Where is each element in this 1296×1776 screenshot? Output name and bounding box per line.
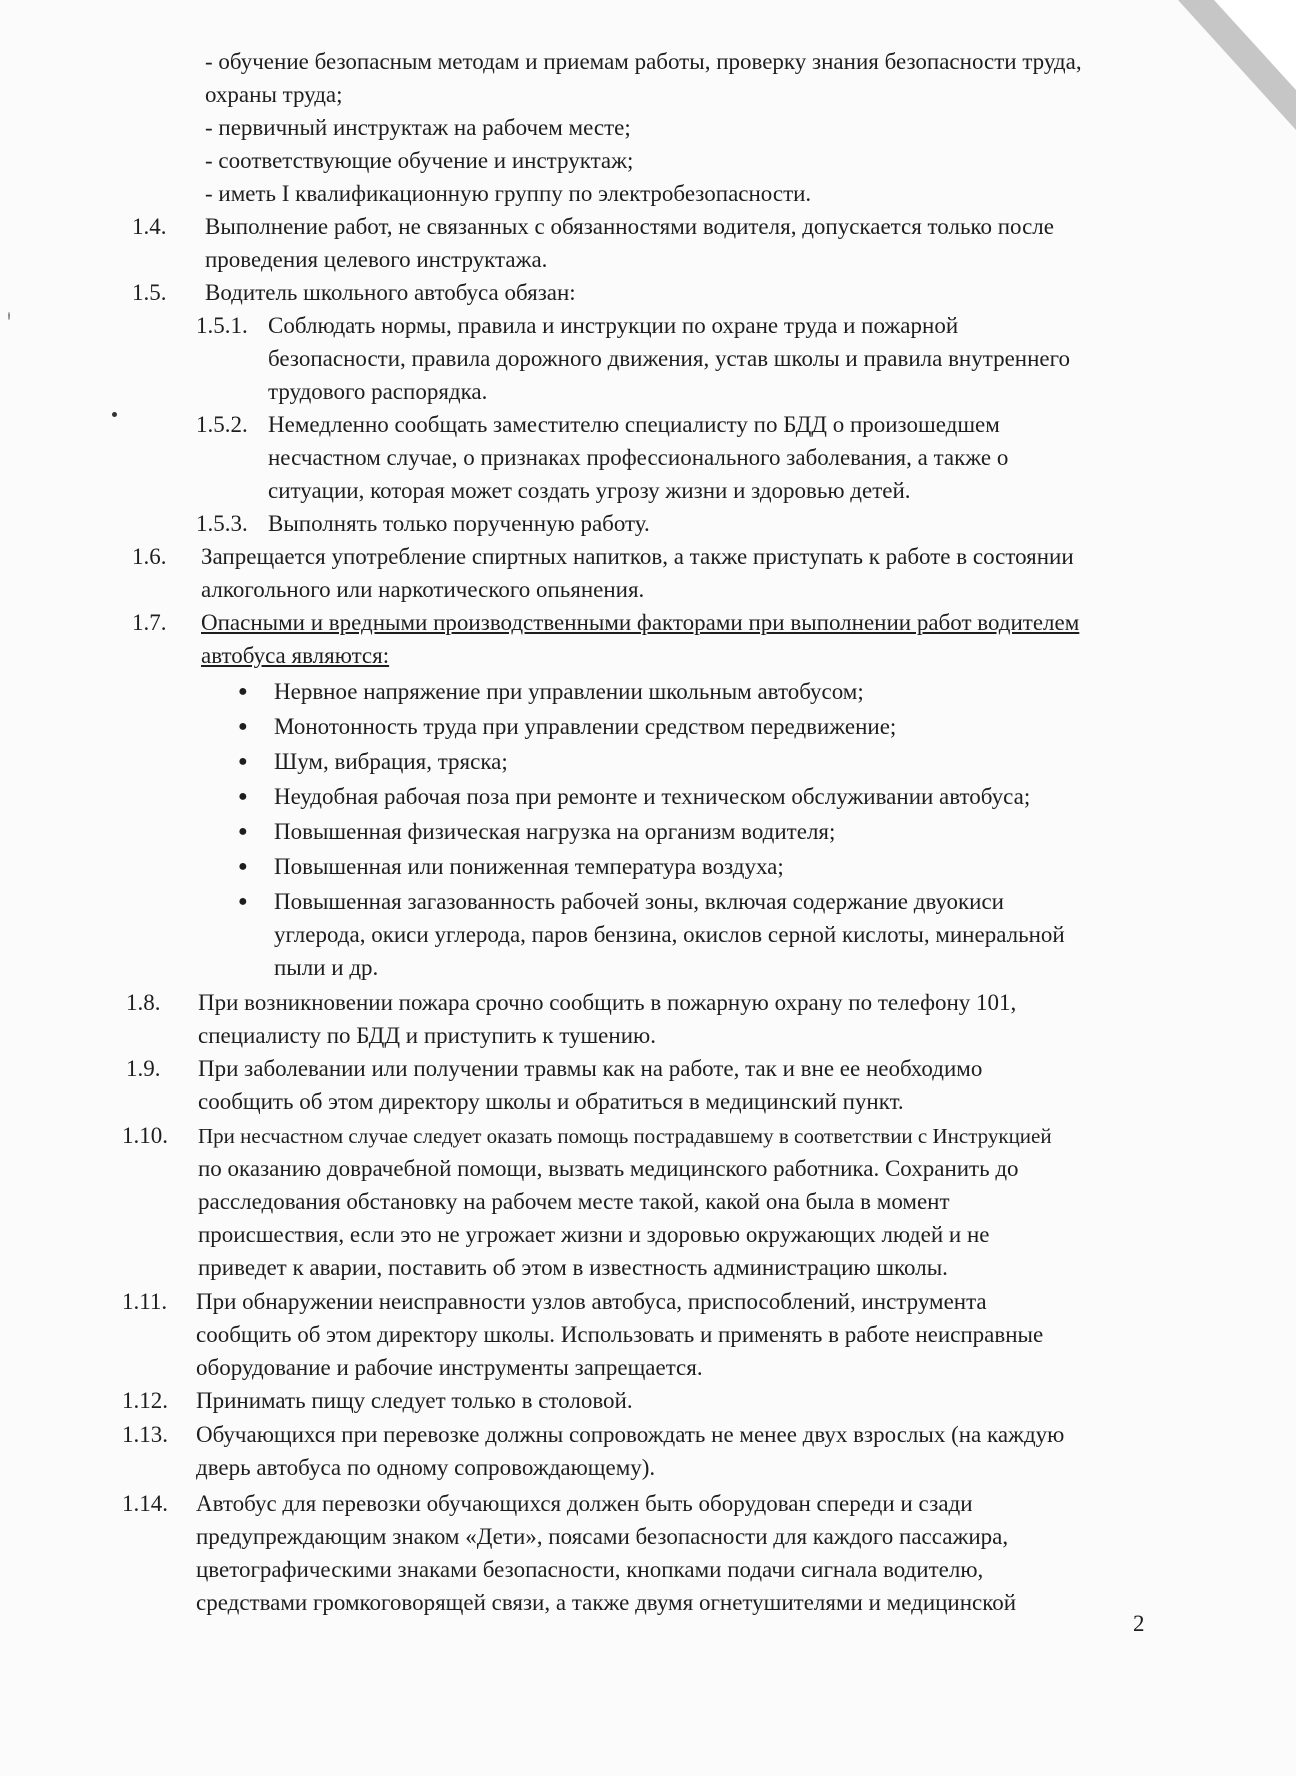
clause-number: 1.5.3. [196,511,248,536]
clause-number: 1.5.2. [196,412,248,437]
bullet-text: углерода, окиси углерода, паров бензина, окислов серной кислоты, минеральной [274,922,1065,947]
text-line: сообщить об этом директору школы. Использовать и применять в работе неисправные [196,1322,1044,1347]
bullet-icon: ● [238,788,248,805]
text-line: алкогольного или наркотического опьянения. [201,577,645,602]
bullet-text: Нервное напряжение при управлении школьным автобусом; [274,679,864,704]
text-line: При несчастном случае следует оказать помощь пострадавшему в соответствии с Инструкцией [198,1124,1052,1148]
page-number: 2 [1133,1611,1145,1636]
bullet-text: Повышенная загазованность рабочей зоны, включая содержание двуокиси [274,889,1004,914]
text-line: При заболевании или получении травмы как на работе, так и вне ее необходимо [198,1056,983,1081]
bullet-text: Повышенная физическая нагрузка на организм водителя; [274,819,836,844]
folded-corner [1214,0,1296,90]
bullet-icon: ● [238,753,248,770]
clause-number: 1.13. [122,1422,168,1447]
text-line: проведения целевого инструктажа. [205,247,548,272]
text-line: приведет к аварии, поставить об этом в известность администрацию школы. [198,1255,948,1280]
bullet-icon: ● [238,683,248,700]
text-line: - иметь I квалификационную группу по электробезопасности. [205,181,812,206]
text-line: Запрещается употребление спиртных напитков, а также приступать к работе в состоянии [201,544,1074,569]
text-line: сообщить об этом директору школы и обратиться в медицинский пункт. [198,1089,904,1114]
text-line: - обучение безопасным методам и приемам работы, проверку знания безопасности труда, [205,49,1082,74]
text-line: безопасности, правила дорожного движения, устав школы и правила внутреннего [268,346,1070,371]
clause-number: 1.12. [122,1388,168,1413]
text-line: - первичный инструктаж на рабочем месте; [205,115,631,140]
text-line: по оказанию доврачебной помощи, вызвать медицинского работника. Сохранить до [198,1156,1019,1181]
text-line: Водитель школьного автобуса обязан: [205,280,576,305]
clause-number: 1.5.1. [196,313,248,338]
clause-number: 1.9. [126,1056,161,1081]
text-line: предупреждающим знаком «Дети», поясами безопасности для каждого пассажира, [196,1524,1009,1549]
text-line: Соблюдать нормы, правила и инструкции по охране труда и пожарной [268,313,959,338]
clause-number: 1.14. [122,1491,168,1516]
text-line: цветографическими знаками безопасности, кнопками подачи сигнала водителю, [196,1557,984,1582]
text-line: охраны труда; [205,82,343,107]
clause-number: 1.5. [132,280,167,305]
text-line: - соответствующие обучение и инструктаж; [205,148,634,173]
text-line: Немедленно сообщать заместителю специалисту по БДД о произошедшем [268,412,1000,437]
bullet-icon: ● [238,718,248,735]
text-line: несчастном случае, о признаках профессионального заболевания, а также о [268,445,1009,470]
bullet-text: Повышенная или пониженная температура воздуха; [274,854,784,879]
text-line: происшествия, если это не угрожает жизни и здоровью окружающих людей и не [198,1222,990,1247]
text-line: дверь автобуса по одному сопровождающему). [196,1455,656,1480]
bullet-icon: ● [238,858,248,875]
bullet-icon: ● [238,893,248,910]
text-line: Опасными и вредными производственными факторами при выполнении работ водителем [201,610,1080,635]
text-line: оборудование и рабочие инструменты запрещается. [196,1355,703,1380]
clause-number: 1.7. [132,610,167,635]
text-line: ситуации, которая может создать угрозу жизни и здоровью детей. [268,478,911,503]
clause-number: 1.10. [122,1123,168,1148]
text-line: При возникновении пожара срочно сообщить в пожарную охрану по телефону 101, [198,990,1017,1015]
bullet-text: Неудобная рабочая поза при ремонте и техническом обслуживании автобуса; [274,784,1031,809]
text-line: Автобус для перевозки обучающихся должен быть оборудован спереди и сзади [196,1491,973,1516]
bullet-text: Монотонность труда при управлении средством передвижение; [274,714,897,739]
text-line: Обучающихся при перевозке должны сопровождать не менее двух взрослых (на каждую [196,1422,1065,1447]
text-line: расследования обстановку на рабочем месте такой, какой она была в момент [198,1189,950,1214]
clause-number: 1.8. [126,990,161,1015]
text-line: трудового распорядка. [268,379,488,404]
bullet-icon: ● [238,823,248,840]
bullet-text: Шум, вибрация, тряска; [274,749,508,774]
text-line: автобуса являются: [201,643,390,668]
bullet-text: пыли и др. [274,955,379,980]
scan-speck [112,412,117,417]
text-line: средствами громкоговорящей связи, а также двумя огнетушителями и медицинской [196,1590,1017,1615]
clause-number: 1.6. [132,544,167,569]
text-line: специалисту по БДД и приступить к тушению. [198,1023,656,1048]
text-line: При обнаружении неисправности узлов автобуса, приспособлений, инструмента [196,1289,987,1314]
text-line: Выполнение работ, не связанных с обязанностями водителя, допускается только после [205,214,1054,239]
clause-number: 1.11. [122,1289,168,1314]
scan-speck [8,312,10,316]
clause-number: 1.4. [132,214,167,239]
text-line: Принимать пищу следует только в столовой. [196,1388,633,1413]
text-line: Выполнять только порученную работу. [268,511,650,536]
